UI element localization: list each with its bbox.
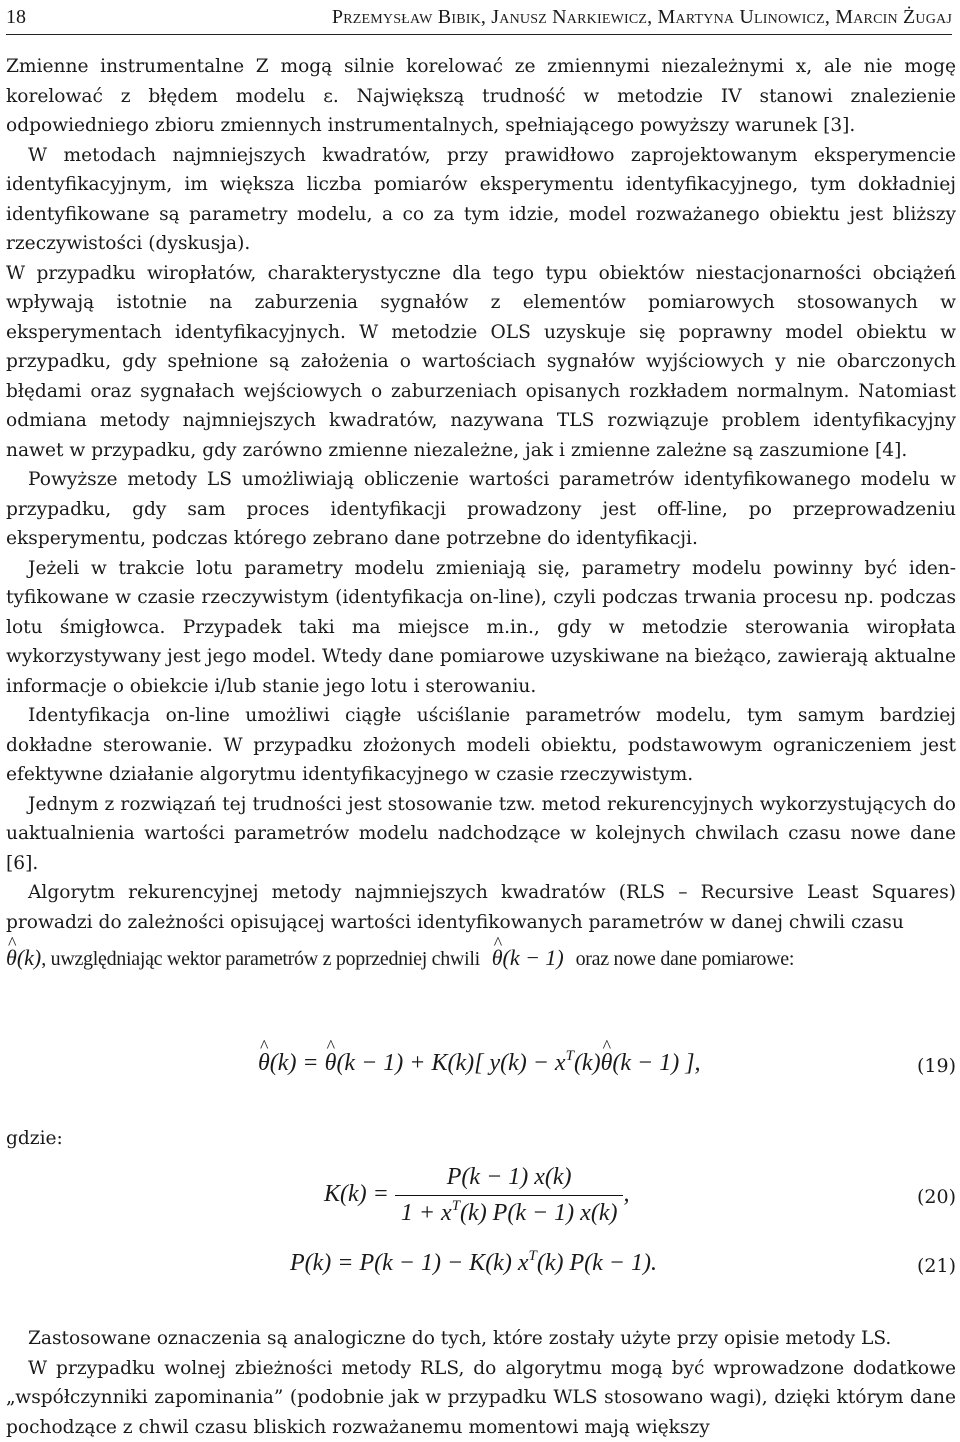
equation-20-expression: K(k) = $\frac{P(k - 1) x(k)}{1 + x^T(k) P(k - 1) x(k)}$ , [324, 1164, 629, 1227]
paragraph: W przypadku wiropłatów, charakterystyczne dla tego typu obiektów niestacjonarności obciążeń wpływają istotnie na zaburzenia sygnałów z elementów pomiarowych stosowanych w eksperymentach identyfikacyjnych. W metodzie OLS uzyskuje się poprawny model obiektu w przypadku, gdy spełnione są założenia o wartościach sygnałów wyjściowych y nie obarczonych błędami oraz sygnałach wejściowych o zaburzeniach opisanych rozkładem normalnym. Natomiast odmiana metody najmniejszych kwadratów, nazywana TLS rozwiązuje problem identyfikacyjny nawet w przypadku, gdy zarówno zmienne niezależne, jak i zmienne zależne są zaszumione [4]. [6, 259, 956, 466]
equation-19-expression: ^ θ(k) = ^ θ(k − 1) + K(k)[ $y(k) - x^T(k)\^{}$ θ(k − 1) ], [258, 1050, 701, 1077]
paragraph: Jednym z rozwiązań tej trudności jest stosowanie tzw. metod rekurencyjnych wykorzystujących do uaktualnienia wartości parametrów modelu nadchodzące w kolejnych chwilach czasu nowe dane [6]. [6, 790, 956, 879]
equation-19 [0, 1046, 960, 1090]
main-text [6, 52, 956, 975]
paragraph: Jeżeli w trakcie lotu parametry modelu zmieniają się, parametry modelu powinny być identyfikowane w czasie rzeczywistym (identyfikacja on-line), czyli podczas trwania procesu np. podczas lotu śmigłowca. Przypadek taki ma miejsce m.in., gdy w metodzie sterowania wiropłata wykorzystywany jest jego model. Wtedy dane pomiarowe uzyskiwane na bieżąco, zawierają aktualne informacje o obiekcie i/lub stanie jego lotu i sterowaniu. [6, 554, 956, 702]
equation-number: (21) [917, 1255, 956, 1277]
equation-number: (20) [917, 1186, 956, 1208]
inline-text-1: , uwzględniając wektor parametrów z poprzedniej chwili [41, 948, 480, 970]
header-authors: Przemysław Bibik, Janusz Narkiewicz, Martyna Ulinowicz, Marcin Żugaj [332, 6, 952, 29]
gdzie-label: gdzie: [6, 1128, 63, 1149]
equation-20-fraction: $\frac{P(k - 1) x(k)}{1 + x^T(k) P(k - 1) x(k)}$ [395, 1164, 624, 1227]
paragraph: Identyfikacja on-line umożliwi ciągłe uściślanie parametrów modelu, tym samym bardziej dokładne sterowanie. W przypadku złożonych modeli obiektu, podstawowym ograniczeniem jest efektywne działanie algorytmu identyfikacyjnego w czasie rzeczywistym. [6, 701, 956, 790]
running-header [6, 4, 952, 35]
equation-20 [0, 1162, 960, 1242]
equation-21-expression: P(k) = P(k − 1) − K(k) $x^T(k) P(k - 1)$. [290, 1250, 657, 1277]
paragraph: Powyższe metody LS umożliwiają obliczenie wartości parametrów identyfikowanego modelu w przypadku, gdy sam proces identyfikacji prowadzony jest off-line, po przeprowadzeniu eksperymentu, podczas którego zebrano dane potrzebne do identyfikacji. [6, 465, 956, 554]
trailing-text [6, 1324, 956, 1442]
paragraph: Zmienne instrumentalne Z mogą silnie korelować ze zmiennymi niezależnymi x, ale nie mogę korelować z błędem modelu ε. Największą trudność w metodzie IV stanowi znalezienie odpowiedniego zbioru zmiennych instrumentalnych, spełniającego powyższy warunek [3]. [6, 52, 956, 141]
paragraph: Algorytm rekurencyjnej metody najmniejszych kwadratów (RLS – Recursive Least Squares) prowadzi do zależności opisującej wartości identyfikowanych parametrów w danej chwili czasu [6, 878, 956, 937]
inline-math-line [6, 943, 956, 975]
inline-text-2: oraz nowe dane pomiarowe: [576, 948, 795, 970]
paragraph: Zastosowane oznaczenia są analogiczne do tych, które zostały użyte przy opisie metody LS. [6, 1324, 956, 1354]
equation-number: (19) [917, 1055, 956, 1077]
equation-21 [0, 1246, 960, 1290]
paragraph: W przypadku wolnej zbieżności metody RLS, do algorytmu mogą być wprowadzone dodatkowe „współczynniki zapominania” (podobnie jak w przypadku WLS stosowano wagi), dzięki którym dane pochodzące z chwil czasu bliskich rozważanemu momentowi mają większy [6, 1354, 956, 1442]
theta-hat-k: ^ θ(k) [6, 945, 41, 970]
page-number: 18 [6, 6, 26, 29]
paragraph: W metodach najmniejszych kwadratów, przy prawidłowo zaprojektowanym eksperymencie identyfikacyjnym, im większa liczba pomiarów eksperymentu identyfikacyjnego, tym dokładniej identyfikowane są parametry modelu, a co za tym idzie, model rozważanego obiektu jest bliższy rzeczywistości (dyskusja). [6, 141, 956, 259]
theta-hat-k-minus-1: ^ θ(k − 1) [492, 945, 564, 970]
